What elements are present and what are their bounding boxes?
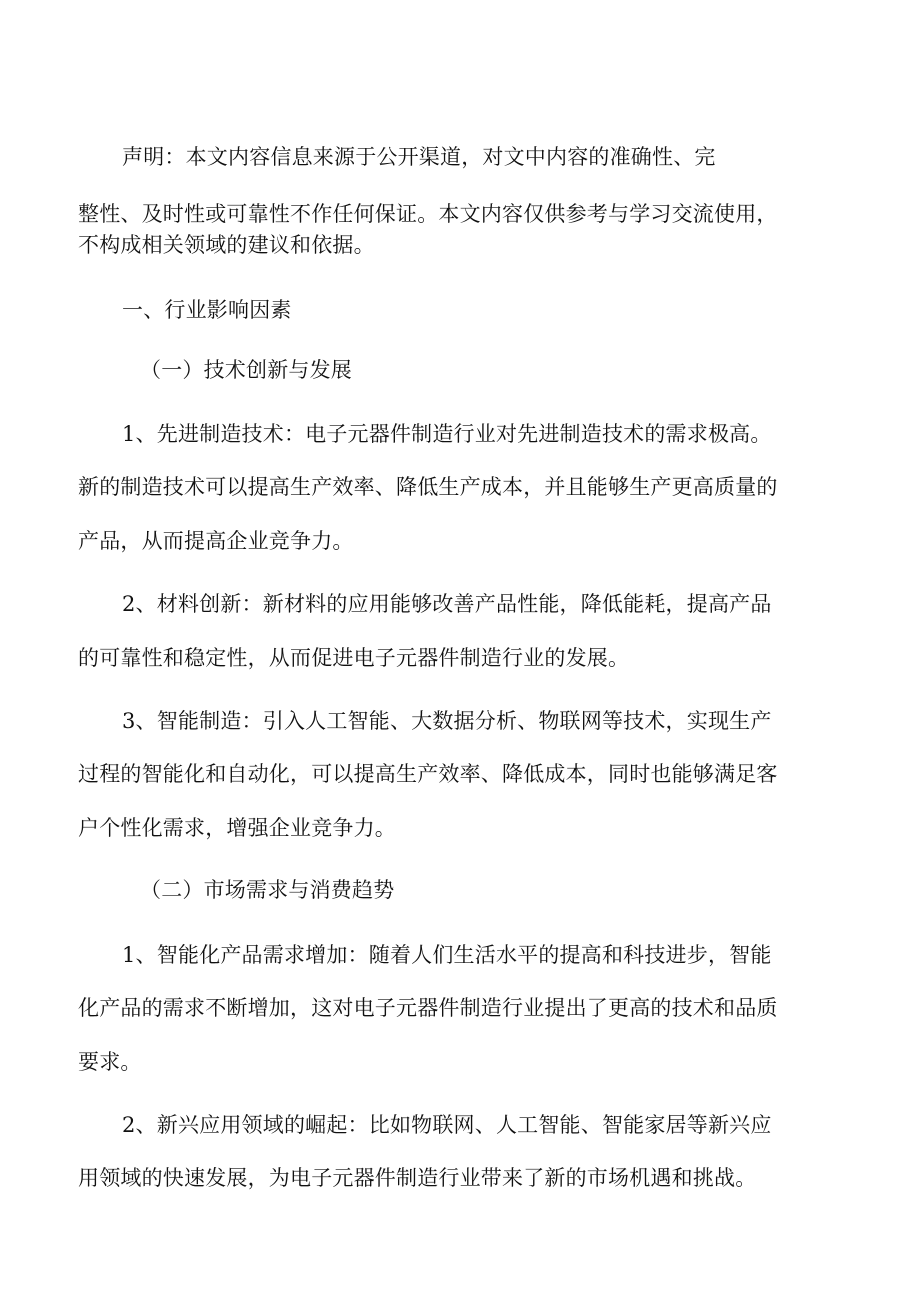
disclaimer-line-3: 不构成相关领域的建议和依据。 — [78, 233, 375, 257]
paragraph-2-line-1: 2、材料创新：新材料的应用能够改善产品性能，降低能耗，提高产品 — [122, 592, 772, 616]
paragraph-5-line-1: 2、新兴应用领域的崛起：比如物联网、人工智能、智能家居等新兴应 — [122, 1113, 772, 1137]
paragraph-3-line-3: 户个性化需求，增强企业竞争力。 — [78, 816, 396, 840]
paragraph-3-line-1: 3、智能制造：引入人工智能、大数据分析、物联网等技术，实现生产 — [122, 709, 772, 733]
paragraph-3-line-2: 过程的智能化和自动化，可以提高生产效率、降低成本，同时也能够满足客 — [78, 762, 778, 786]
paragraph-5-line-2: 用领域的快速发展，为电子元器件制造行业带来了新的市场机遇和挑战。 — [78, 1166, 757, 1190]
subsection-heading-1: （一）技术创新与发展 — [140, 358, 352, 382]
paragraph-4-line-1: 1、智能化产品需求增加：随着人们生活水平的提高和科技进步，智能 — [122, 943, 772, 967]
paragraph-4-line-3: 要求。 — [78, 1050, 142, 1074]
subsection-heading-2: （二）市场需求与消费趋势 — [140, 878, 395, 902]
paragraph-1-line-1: 1、先进制造技术：电子元器件制造行业对先进制造技术的需求极高。 — [122, 422, 772, 446]
disclaimer-line-1: 声明：本文内容信息来源于公开渠道，对文中内容的准确性、完 — [122, 145, 716, 169]
paragraph-1-line-2: 新的制造技术可以提高生产效率、降低生产成本，并且能够生产更高质量的 — [78, 475, 778, 499]
paragraph-1-line-3: 产品，从而提高企业竞争力。 — [78, 529, 354, 553]
section-heading-1: 一、行业影响因素 — [122, 298, 292, 322]
paragraph-2-line-2: 的可靠性和稳定性，从而促进电子元器件制造行业的发展。 — [78, 646, 630, 670]
paragraph-4-line-2: 化产品的需求不断增加，这对电子元器件制造行业提出了更高的技术和品质 — [78, 996, 778, 1020]
disclaimer-line-2: 整性、及时性或可靠性不作任何保证。本文内容仅供参考与学习交流使用， — [78, 202, 778, 226]
